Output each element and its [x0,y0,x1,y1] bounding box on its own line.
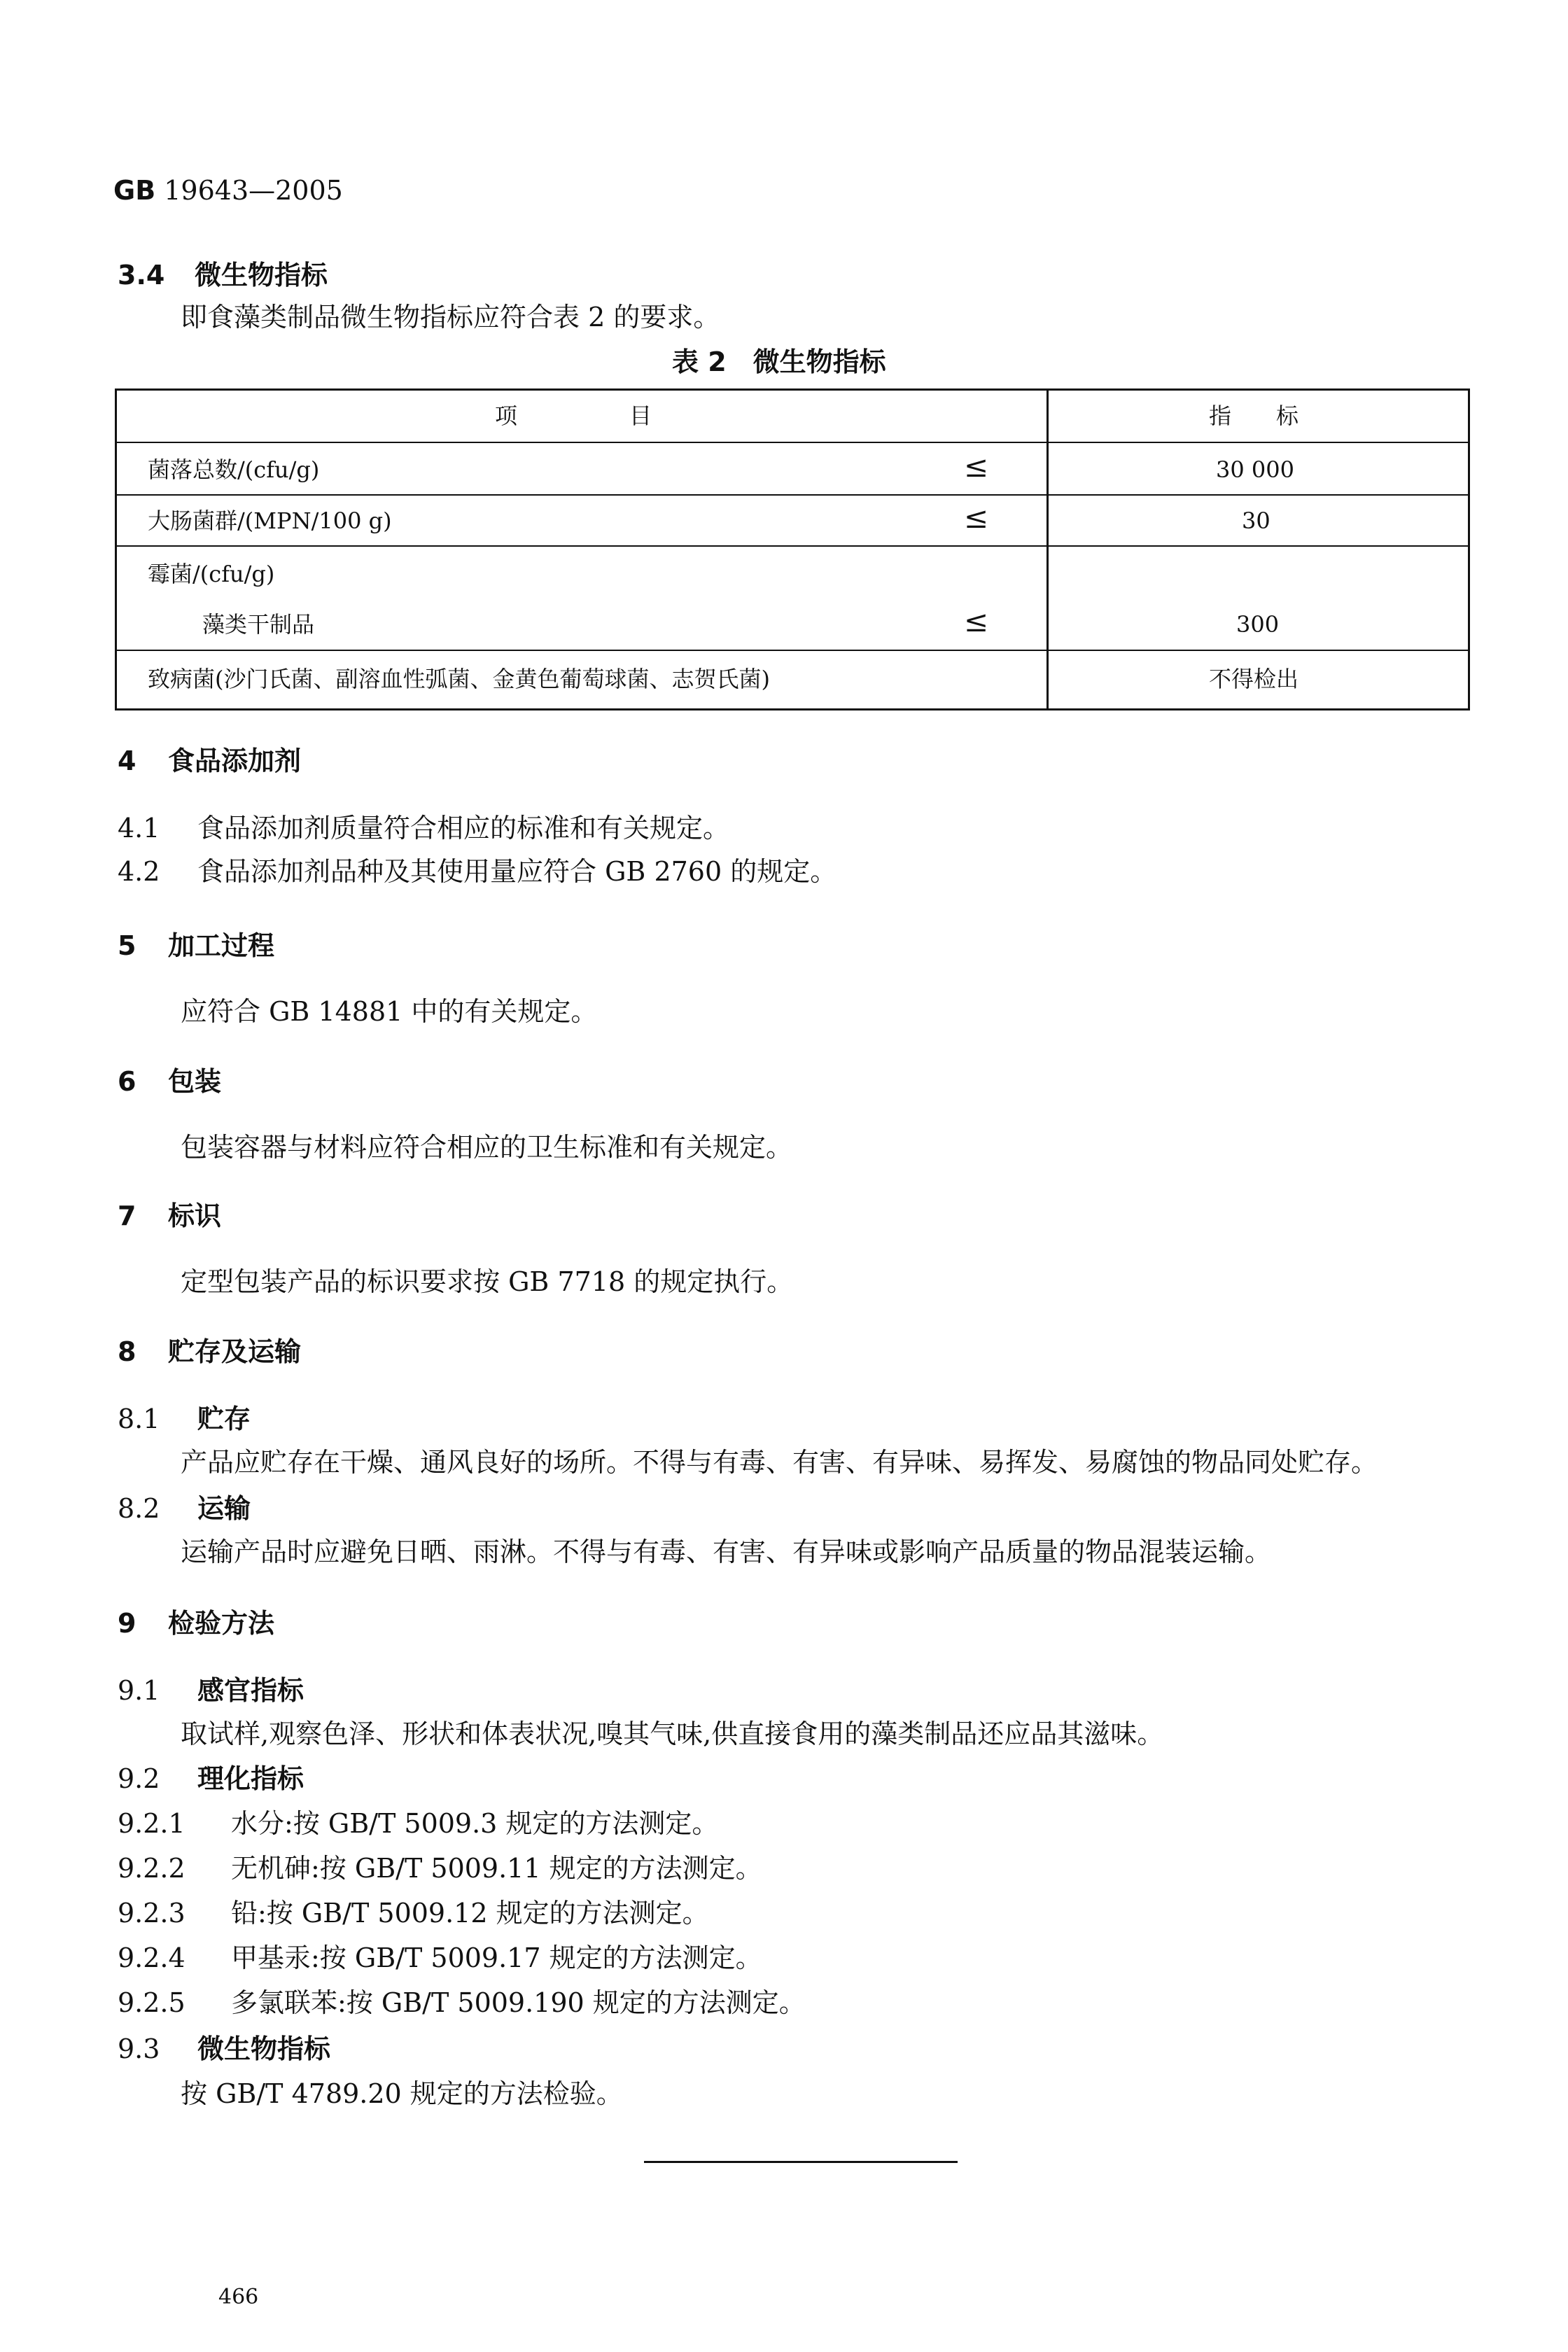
table-caption: 表 2 微生物指标 [672,346,886,377]
clause-3-4-text: 即食藻类制品微生物指标应符合表 2 的要求。 [181,302,720,332]
table-rule [117,494,1468,496]
table-row-label: 菌落总数/(cfu/g) [148,456,320,483]
table-row-value: 300 [1236,611,1280,638]
end-of-text-rule [644,2161,958,2163]
clause-4-1-number: 4.1 [118,813,160,844]
table-row-label: 藻类干制品 [202,611,315,638]
table-header-item: 项 目 [495,402,652,429]
clause-9-2-number: 9.2 [118,1763,160,1794]
clause-9-1-title: 感官指标 [197,1675,304,1706]
clause-9-2-3-number: 9.2.3 [118,1898,186,1928]
clause-9-2-4-number: 9.2.4 [118,1942,186,1973]
clause-8-1-title: 贮存 [197,1404,251,1434]
standard-prefix: GB [113,175,156,206]
clause-9-2-1-number: 9.2.1 [118,1808,186,1839]
table-rule [117,650,1468,651]
clause-9-2-5-number: 9.2.5 [118,1987,186,2018]
clause-4-2-number: 4.2 [118,856,160,887]
table-row-label: 大肠菌群/(MPN/100 g) [148,507,392,534]
clause-9-3-text: 按 GB/T 4789.20 规定的方法检验。 [181,2078,623,2109]
table-row-value: 30 000 [1216,456,1294,483]
clause-9-number: 9 [118,1608,136,1639]
clause-8-2-number: 8.2 [118,1493,160,1524]
clause-9-2-1-text: 水分:按 GB/T 5009.3 规定的方法测定。 [231,1808,719,1839]
clause-3-4-title: 微生物指标 [195,260,328,290]
clause-8-1-number: 8.1 [118,1404,160,1434]
clause-8-number: 8 [118,1336,136,1367]
clause-9-2-5-text: 多氯联苯:按 GB/T 5009.190 规定的方法测定。 [231,1987,806,2018]
clause-8-1-text: 产品应贮存在干燥、通风良好的场所。不得与有毒、有害、有异味、易挥发、易腐蚀的物品同处贮存。 [181,1447,1378,1478]
clause-8-2-title: 运输 [197,1493,251,1524]
table-row-label: 致病菌(沙门氏菌、副溶血性弧菌、金黄色葡萄球菌、志贺氏菌) [148,666,770,692]
clause-9-2-4-text: 甲基汞:按 GB/T 5009.17 规定的方法测定。 [231,1942,762,1973]
clause-4-2-text: 食品添加剂品种及其使用量应符合 GB 2760 的规定。 [197,856,837,887]
clause-6-title: 包装 [168,1066,222,1097]
table-header-value: 指 标 [1209,402,1299,429]
table-row-operator: ≤ [964,449,989,484]
clause-9-1-number: 9.1 [118,1675,160,1706]
clause-9-2-3-text: 铅:按 GB/T 5009.12 规定的方法测定。 [231,1898,709,1928]
clause-7-text: 定型包装产品的标识要求按 GB 7718 的规定执行。 [181,1266,794,1297]
table-rule [117,545,1468,547]
clause-3-4-number: 3.4 [118,260,165,290]
clause-9-title: 检验方法 [168,1608,275,1639]
page-number: 466 [218,2285,259,2309]
clause-9-2-2-number: 9.2.2 [118,1853,186,1884]
standard-code: 19643—2005 [164,175,343,206]
clause-7-title: 标识 [168,1200,222,1231]
clause-5-title: 加工过程 [168,930,275,961]
clause-9-2-title: 理化指标 [197,1763,304,1794]
table-row-label: 霉菌/(cfu/g) [148,561,275,587]
table-rule [117,442,1468,443]
table-column-divider [1046,391,1049,708]
table-row-value: 30 [1242,507,1270,534]
clause-9-2-2-text: 无机砷:按 GB/T 5009.11 规定的方法测定。 [231,1853,762,1884]
clause-9-3-number: 9.3 [118,2033,160,2064]
clause-6-number: 6 [118,1066,136,1097]
microbial-indicator-table [115,388,1470,710]
clause-8-title: 贮存及运输 [168,1336,302,1367]
table-row-operator: ≤ [964,604,989,638]
clause-6-text: 包装容器与材料应符合相应的卫生标准和有关规定。 [181,1132,793,1163]
table-row-value: 不得检出 [1209,666,1299,692]
clause-5-number: 5 [118,930,136,961]
clause-8-2-text: 运输产品时应避免日晒、雨淋。不得与有毒、有害、有异味或影响产品质量的物品混装运输。 [181,1536,1272,1567]
clause-4-1-text: 食品添加剂质量符合相应的标准和有关规定。 [197,813,730,844]
clause-9-1-text: 取试样,观察色泽、形状和体表状况,嗅其气味,供直接食用的藻类制品还应品其滋味。 [181,1718,1164,1749]
clause-4-title: 食品添加剂 [168,746,302,776]
clause-5-text: 应符合 GB 14881 中的有关规定。 [181,996,598,1027]
standard-number [113,175,343,206]
clause-9-3-title: 微生物指标 [197,2033,331,2064]
clause-7-number: 7 [118,1200,136,1231]
table-row-operator: ≤ [964,500,989,535]
clause-4-number: 4 [118,746,136,776]
